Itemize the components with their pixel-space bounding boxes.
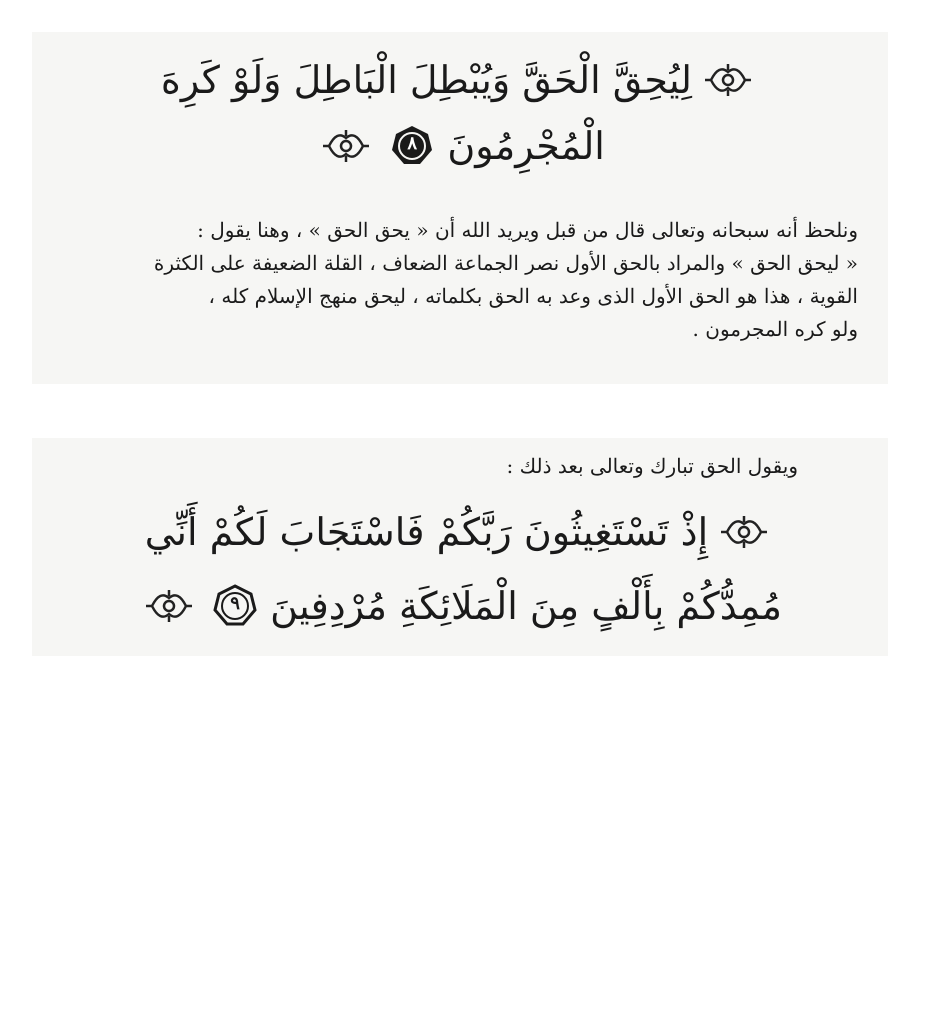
verse-text: الْمُجْرِمُونَ	[447, 124, 605, 168]
verse-number: ٨	[407, 133, 418, 154]
verse-text: لِيُحِقَّ الْحَقَّ وَيُبْطِلَ الْبَاطِلَ وَلَوْ كَرِهَ	[160, 58, 692, 102]
verse-text: مُمِدُّكُمْ بِأَلْفٍ مِنَ الْمَلَائِكَةِ مُرْدِفِينَ	[270, 584, 783, 628]
commentary-line: ولو كره المجرمون .	[692, 317, 858, 341]
verse-line	[32, 584, 888, 628]
verse-panel-8	[32, 32, 888, 384]
verse-panel-9	[32, 438, 888, 656]
verse-ornament-icon	[144, 584, 194, 628]
verse-text: إِذْ تَسْتَغِيثُونَ رَبَّكُمْ فَاسْتَجَابَ لَكُمْ أَنِّي	[144, 510, 709, 554]
verse-line	[32, 124, 888, 168]
commentary-line: ونلحظ أنه سبحانه وتعالى قال من قبل ويريد الله أن « يحق الحق » ، وهنا يقول :	[197, 218, 858, 242]
verse-number-medallion	[213, 584, 257, 628]
verse-ornament-icon	[703, 58, 753, 102]
commentary-line: « ليحق الحق » والمراد بالحق الأول نصر الجماعة الضعاف ، القلة الضعيفة على الكثرة	[153, 251, 858, 275]
commentary-paragraph	[58, 214, 858, 346]
verse-ornament-icon	[321, 124, 371, 168]
commentary-line: القوية ، هذا هو الحق الأول الذى وعد به الحق بكلماته ، ليحق منهج الإسلام كله ،	[208, 284, 858, 308]
verse-ornament-icon	[719, 510, 769, 554]
verse-number-medallion	[390, 124, 434, 168]
verse-line	[32, 58, 888, 102]
verse-line	[32, 510, 888, 554]
intro-text: ويقول الحق تبارك وتعالى بعد ذلك :	[506, 454, 798, 478]
verse-number: ٩	[230, 593, 240, 614]
